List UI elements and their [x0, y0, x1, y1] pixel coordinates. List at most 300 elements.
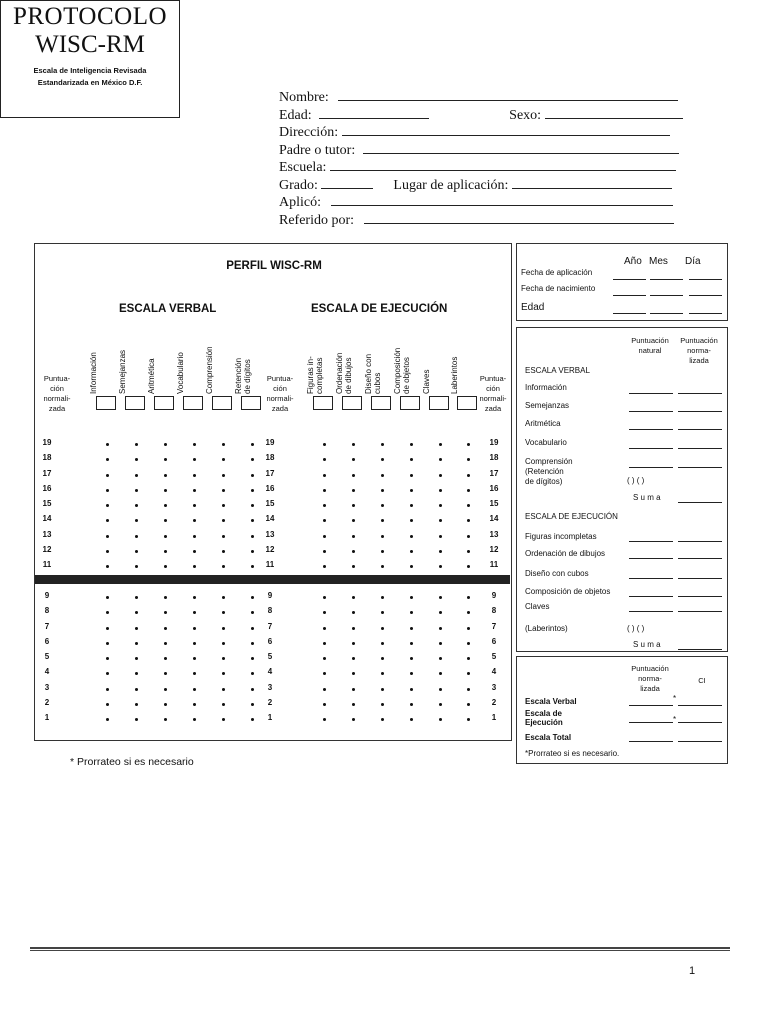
date-blank-0-2[interactable]: [689, 279, 722, 280]
title-line-1: PROTOCOLO: [12, 3, 168, 30]
score-blank-v-1-1[interactable]: [678, 411, 722, 412]
profile-dot: [439, 474, 442, 477]
profile-dot: [410, 489, 413, 492]
score-upper-18-0: 18: [42, 453, 52, 463]
profile-dot: [251, 596, 254, 599]
scores-panel: [516, 327, 728, 652]
profile-dot: [323, 550, 326, 553]
profile-dot: [106, 611, 109, 614]
profile-dot: [222, 627, 225, 630]
profile-dot: [222, 565, 225, 568]
profile-dot: [251, 627, 254, 630]
profile-dot: [135, 672, 138, 675]
profile-dot: [439, 443, 442, 446]
profile-dot: [106, 672, 109, 675]
score-lower-1-1: 1: [267, 713, 273, 722]
score-blank-e-0-0[interactable]: [629, 541, 673, 542]
profile-dot: [352, 596, 355, 599]
header-form: [279, 89, 683, 229]
scores-exec-item-1: Ordenación de dibujos: [525, 549, 606, 558]
score-upper-11-1: 11: [265, 560, 275, 569]
profile-dot: [164, 703, 167, 706]
score-lower-7-1: 7: [267, 621, 273, 631]
profile-dot: [467, 535, 470, 538]
score-blank-e-0-1[interactable]: [678, 541, 722, 542]
date-blank-0-1[interactable]: [650, 279, 683, 280]
profile-dot: [251, 458, 254, 461]
suma-verbal: S u m a: [633, 493, 661, 502]
profile-dot: [439, 672, 442, 675]
scores-verbal-item-2: Aritmética: [525, 419, 561, 428]
summary-blank-1-1[interactable]: [678, 722, 722, 723]
score-blank-v-1-0[interactable]: [629, 411, 673, 412]
score-lower-7-0: 7: [44, 621, 50, 631]
profile-dot: [467, 718, 470, 721]
profile-dot: [323, 718, 326, 721]
profile-dot: [439, 565, 442, 568]
profile-dot: [164, 504, 167, 507]
score-lower-8-1: 8: [267, 606, 273, 616]
profile-dot: [251, 519, 254, 522]
profile-dot: [323, 596, 326, 599]
profile-dot: [439, 550, 442, 553]
profile-dot: [135, 550, 138, 553]
profile-dot: [164, 489, 167, 492]
score-upper-17-2: 17: [489, 468, 499, 478]
field-direccion[interactable]: [279, 124, 683, 142]
profile-dot: [352, 657, 355, 660]
score-blank-comp-0[interactable]: [629, 467, 673, 468]
profile-dot: [135, 474, 138, 477]
score-lower-8-0: 8: [44, 606, 50, 616]
profile-dot: [381, 642, 384, 645]
profile-dot: [410, 672, 413, 675]
date-blank-1-0[interactable]: [613, 295, 646, 296]
profile-dot: [410, 535, 413, 538]
label-grado: Grado:: [279, 177, 318, 193]
profile-dot: [381, 672, 384, 675]
title-line-2: WISC-RM: [35, 31, 145, 58]
profile-dot: [164, 657, 167, 660]
profile-dot: [164, 718, 167, 721]
score-upper-19-1: 19: [265, 438, 275, 447]
score-upper-13-2: 13: [489, 529, 499, 539]
profile-dot: [439, 611, 442, 614]
profile-dot: [106, 627, 109, 630]
field-nombre[interactable]: [279, 89, 683, 107]
score-upper-16-2: 16: [489, 483, 499, 493]
profile-dot: [381, 703, 384, 706]
profile-dot: [323, 443, 326, 446]
profile-dot: [135, 627, 138, 630]
summary-row-0: Escala Verbal: [525, 697, 577, 706]
label-padre: Padre o tutor:: [279, 142, 356, 158]
scores-verbal-item-3: Vocabulario: [525, 438, 567, 447]
exec-subtest-box-0[interactable]: [313, 396, 333, 410]
profile-dot: [106, 535, 109, 538]
profile-title: PERFIL WISC-RM: [226, 260, 322, 272]
summary-col-normalized: Puntuación norma- lizada: [631, 664, 669, 693]
profile-dot: [352, 688, 355, 691]
dates-panel: [516, 243, 728, 321]
profile-dot: [323, 474, 326, 477]
profile-dot: [222, 657, 225, 660]
profile-dot: [439, 688, 442, 691]
profile-dot: [467, 474, 470, 477]
score-blank-e-3-1[interactable]: [678, 596, 722, 597]
verbal-subtest-box-3[interactable]: [183, 396, 203, 410]
field-padre[interactable]: [279, 142, 683, 160]
profile-dot: [323, 627, 326, 630]
profile-dot: [251, 611, 254, 614]
date-blank-2-2[interactable]: [689, 313, 722, 314]
profile-dot: [135, 443, 138, 446]
profile-dot: [193, 657, 196, 660]
profile-dot: [164, 627, 167, 630]
score-blank-v-3-1[interactable]: [678, 448, 722, 449]
profile-dot: [193, 642, 196, 645]
score-lower-9-1: 9: [267, 591, 273, 600]
profile-dot: [164, 519, 167, 522]
summary-blank-2-1[interactable]: [678, 741, 722, 742]
score-upper-15-2: 15: [489, 499, 499, 508]
field-referido[interactable]: [279, 212, 683, 230]
profile-dot: [439, 596, 442, 599]
profile-dot: [467, 519, 470, 522]
verbal-subtest-label-0: Información: [89, 352, 98, 394]
exec-subtest-box-4[interactable]: [429, 396, 449, 410]
score-lower-4-2: 4: [491, 667, 497, 677]
score-lower-4-0: 4: [44, 667, 50, 677]
profile-dot: [381, 474, 384, 477]
profile-dot: [323, 489, 326, 492]
profile-dot: [193, 535, 196, 538]
exec-subtest-box-3[interactable]: [400, 396, 420, 410]
profile-dot: [323, 642, 326, 645]
profile-dot: [381, 688, 384, 691]
score-lower-5-1: 5: [267, 652, 273, 661]
title-subtitle-1: Escala de Inteligencia Revisada: [33, 66, 147, 75]
score-label-2: Puntua- ción normali- zada: [479, 374, 507, 413]
profile-dot: [222, 458, 225, 461]
score-blank-v-2-0[interactable]: [629, 429, 673, 430]
score-blank-comp-1[interactable]: [678, 467, 722, 468]
profile-dot: [193, 519, 196, 522]
profile-dot: [410, 443, 413, 446]
date-blank-2-1[interactable]: [650, 313, 683, 314]
score-lower-3-1: 3: [267, 682, 273, 692]
profile-dot: [106, 504, 109, 507]
exec-subtest-label-4: Claves: [422, 369, 431, 394]
summary-star-1: *: [673, 694, 677, 703]
verbal-subtest-label-1: Semejanzas: [118, 349, 127, 394]
profile-dot: [164, 443, 167, 446]
profile-dot: [381, 535, 384, 538]
summary-row-1: Escala de Ejecución: [525, 709, 563, 727]
profile-dot: [352, 718, 355, 721]
profile-dot: [352, 535, 355, 538]
profile-dot: [222, 474, 225, 477]
scores-col-natural: Puntuación natural: [631, 336, 669, 355]
verbal-subtest-box-5[interactable]: [241, 396, 261, 410]
profile-dot: [106, 489, 109, 492]
exec-subtest-box-5[interactable]: [457, 396, 477, 410]
protocol-title-box: [0, 0, 180, 118]
profile-dot: [193, 474, 196, 477]
profile-dot: [381, 489, 384, 492]
profile-dot: [439, 504, 442, 507]
score-upper-19-0: 19: [42, 438, 52, 447]
verbal-subtest-label-5: Retención: [234, 357, 243, 394]
profile-dot: [352, 703, 355, 706]
profile-dot: [251, 489, 254, 492]
score-upper-11-2: 11: [489, 560, 499, 569]
date-header-1: Mes: [649, 256, 668, 267]
score-lower-7-2: 7: [491, 621, 497, 631]
verbal-subtest-label-4: Comprensión: [205, 346, 214, 394]
scores-col-normalized: Puntuación norma- lizada: [680, 336, 718, 365]
profile-dot: [222, 688, 225, 691]
profile-dot: [222, 519, 225, 522]
profile-dot: [106, 443, 109, 446]
date-blank-1-1[interactable]: [650, 295, 683, 296]
score-blank-e-4-0[interactable]: [629, 611, 673, 612]
label-direccion: Dirección:: [279, 125, 339, 140]
date-blank-0-0[interactable]: [613, 279, 646, 280]
score-lower-9-0: 9: [44, 591, 50, 600]
summary-blank-1-0[interactable]: [629, 722, 673, 723]
score-upper-12-2: 12: [489, 544, 499, 554]
score-upper-18-1: 18: [265, 453, 275, 463]
profile-dot: [323, 672, 326, 675]
summary-blank-0-1[interactable]: [678, 705, 722, 706]
label-aplico: Aplicó:: [279, 195, 321, 210]
score-blank-v-3-0[interactable]: [629, 448, 673, 449]
score-upper-17-1: 17: [265, 468, 275, 478]
score-blank-e-1-1[interactable]: [678, 558, 722, 559]
profile-dot: [106, 688, 109, 691]
exec-scale-title: ESCALA DE EJECUCIÓN: [311, 303, 448, 315]
profile-dot: [439, 718, 442, 721]
score-lower-1-0: 1: [44, 713, 50, 722]
score-blank-v-2-1[interactable]: [678, 429, 722, 430]
scores-verbal-item-0: Información: [525, 383, 567, 392]
date-row-2: Edad: [521, 302, 545, 313]
score-lower-3-2: 3: [491, 682, 497, 692]
profile-dot: [251, 550, 254, 553]
profile-dot: [467, 642, 470, 645]
profile-dot: [135, 504, 138, 507]
field-grado-lugar[interactable]: [279, 177, 683, 195]
profile-dot: [135, 657, 138, 660]
profile-dot: [352, 474, 355, 477]
profile-dot: [106, 657, 109, 660]
label-escuela: Escuela:: [279, 160, 327, 175]
score-blank-v-0-0[interactable]: [629, 393, 673, 394]
score-upper-12-1: 12: [265, 544, 275, 554]
profile-dot: [164, 596, 167, 599]
score-lower-2-2: 2: [491, 697, 497, 707]
verbal-subtest-box-1[interactable]: [125, 396, 145, 410]
profile-dot: [251, 565, 254, 568]
profile-dot: [135, 611, 138, 614]
profile-dot: [352, 489, 355, 492]
suma-exec: S u m a: [633, 640, 661, 649]
profile-dot: [467, 596, 470, 599]
profile-dot: [251, 504, 254, 507]
score-upper-14-0: 14: [42, 514, 52, 524]
score-blank-e-2-0[interactable]: [629, 578, 673, 579]
scores-exec-item-2: Diseño con cubos: [525, 569, 589, 578]
profile-dot: [467, 489, 470, 492]
scores-exec-item-4: Claves: [525, 602, 550, 611]
profile-dot: [106, 703, 109, 706]
profile-dot: [164, 611, 167, 614]
profile-dot: [193, 672, 196, 675]
profile-dot: [135, 458, 138, 461]
profile-dot: [323, 565, 326, 568]
profile-dot: [381, 596, 384, 599]
score-blank-e-3-0[interactable]: [629, 596, 673, 597]
profile-dot: [323, 611, 326, 614]
score-label-1: Puntua- ción normali- zada: [266, 374, 294, 413]
profile-dot: [193, 458, 196, 461]
field-escuela[interactable]: [279, 159, 683, 177]
profile-dot: [381, 627, 384, 630]
suma-exec-blank: [678, 649, 722, 650]
profile-dot: [164, 688, 167, 691]
profile-dot: [467, 504, 470, 507]
score-lower-2-0: 2: [44, 697, 50, 707]
profile-dot: [164, 535, 167, 538]
profile-dot: [381, 458, 384, 461]
profile-dot: [222, 642, 225, 645]
profile-dot: [106, 642, 109, 645]
summary-blank-0-0[interactable]: [629, 705, 673, 706]
verbal-subtest-box-2[interactable]: [154, 396, 174, 410]
profile-dot: [352, 565, 355, 568]
profile-dot: [222, 489, 225, 492]
score-blank-e-4-1[interactable]: [678, 611, 722, 612]
profile-dot: [106, 565, 109, 568]
profile-dot: [439, 519, 442, 522]
profile-dot: [467, 688, 470, 691]
profile-dot: [193, 703, 196, 706]
profile-dot: [222, 550, 225, 553]
exec-subtest-label-1-b: de dibujos: [344, 357, 353, 394]
profile-dot: [410, 627, 413, 630]
profile-dot: [251, 718, 254, 721]
profile-dot: [410, 458, 413, 461]
profile-dot: [106, 550, 109, 553]
summary-col-ci: CI: [698, 676, 706, 685]
profile-dot: [251, 672, 254, 675]
profile-dot: [410, 550, 413, 553]
label-edad: Edad:: [279, 107, 312, 123]
profile-dot: [467, 672, 470, 675]
verbal-subtest-box-4[interactable]: [212, 396, 232, 410]
profile-dot: [439, 703, 442, 706]
profile-dot: [222, 718, 225, 721]
score-lower-8-2: 8: [491, 606, 497, 616]
exec-subtest-box-1[interactable]: [342, 396, 362, 410]
verbal-subtest-box-0[interactable]: [96, 396, 116, 410]
score-blank-e-1-0[interactable]: [629, 558, 673, 559]
profile-dot: [106, 596, 109, 599]
profile-dot: [323, 535, 326, 538]
label-sexo: Sexo:: [509, 107, 542, 123]
profile-dot: [193, 443, 196, 446]
profile-dot: [164, 642, 167, 645]
profile-dot: [106, 718, 109, 721]
scores-exec-item-0: Figuras incompletas: [525, 532, 597, 541]
profile-dot: [352, 458, 355, 461]
profile-dot: [439, 627, 442, 630]
date-blank-2-0[interactable]: [613, 313, 646, 314]
profile-dot: [352, 672, 355, 675]
profile-dot: [410, 611, 413, 614]
profile-dot: [222, 672, 225, 675]
profile-dot: [222, 504, 225, 507]
verbal-subtest-label-3: Vocabulario: [176, 352, 185, 394]
profile-dot: [222, 535, 225, 538]
profile-dot: [467, 550, 470, 553]
score-lower-1-2: 1: [491, 713, 497, 722]
profile-dot: [352, 627, 355, 630]
scores-exec-item-5: (Laberintos): [525, 624, 568, 633]
profile-dot: [381, 443, 384, 446]
summary-star-2: *: [673, 715, 677, 724]
profile-dot: [106, 519, 109, 522]
laberintos-paren: ( ) ( ): [627, 624, 645, 633]
score-upper-19-2: 19: [489, 438, 499, 447]
score-lower-2-1: 2: [267, 697, 273, 707]
score-upper-18-2: 18: [489, 453, 499, 463]
profile-dot: [410, 565, 413, 568]
profile-dot: [193, 718, 196, 721]
score-blank-v-0-1[interactable]: [678, 393, 722, 394]
profile-dot: [323, 688, 326, 691]
profile-dot: [164, 458, 167, 461]
profile-dot: [467, 627, 470, 630]
date-row-1: Fecha de nacimiento: [521, 284, 596, 293]
field-edad-sexo[interactable]: [279, 107, 683, 125]
profile-dot: [193, 504, 196, 507]
verbal-subtest-label-5-b: de dígitos: [243, 359, 252, 394]
profile-dot: [193, 596, 196, 599]
profile-dot: [193, 565, 196, 568]
summary-panel: [516, 656, 728, 764]
exec-subtest-label-3: Composición: [393, 347, 402, 394]
summary-blank-2-0[interactable]: [629, 741, 673, 742]
field-aplico[interactable]: [279, 194, 683, 212]
scores-exec-title: ESCALA DE EJECUCIÓN: [525, 512, 618, 521]
profile-dot: [467, 611, 470, 614]
profile-dot: [135, 642, 138, 645]
date-blank-1-2[interactable]: [689, 295, 722, 296]
retencion-paren: ( ) ( ): [627, 476, 645, 485]
profile-dot: [193, 688, 196, 691]
exec-subtest-box-2[interactable]: [371, 396, 391, 410]
score-upper-13-1: 13: [265, 529, 275, 539]
score-upper-15-0: 15: [42, 499, 52, 508]
profile-dot: [193, 627, 196, 630]
score-blank-e-2-1[interactable]: [678, 578, 722, 579]
profile-dot: [467, 458, 470, 461]
exec-subtest-label-3-b: de objetos: [402, 357, 411, 394]
profile-dot: [410, 596, 413, 599]
profile-dot: [251, 688, 254, 691]
